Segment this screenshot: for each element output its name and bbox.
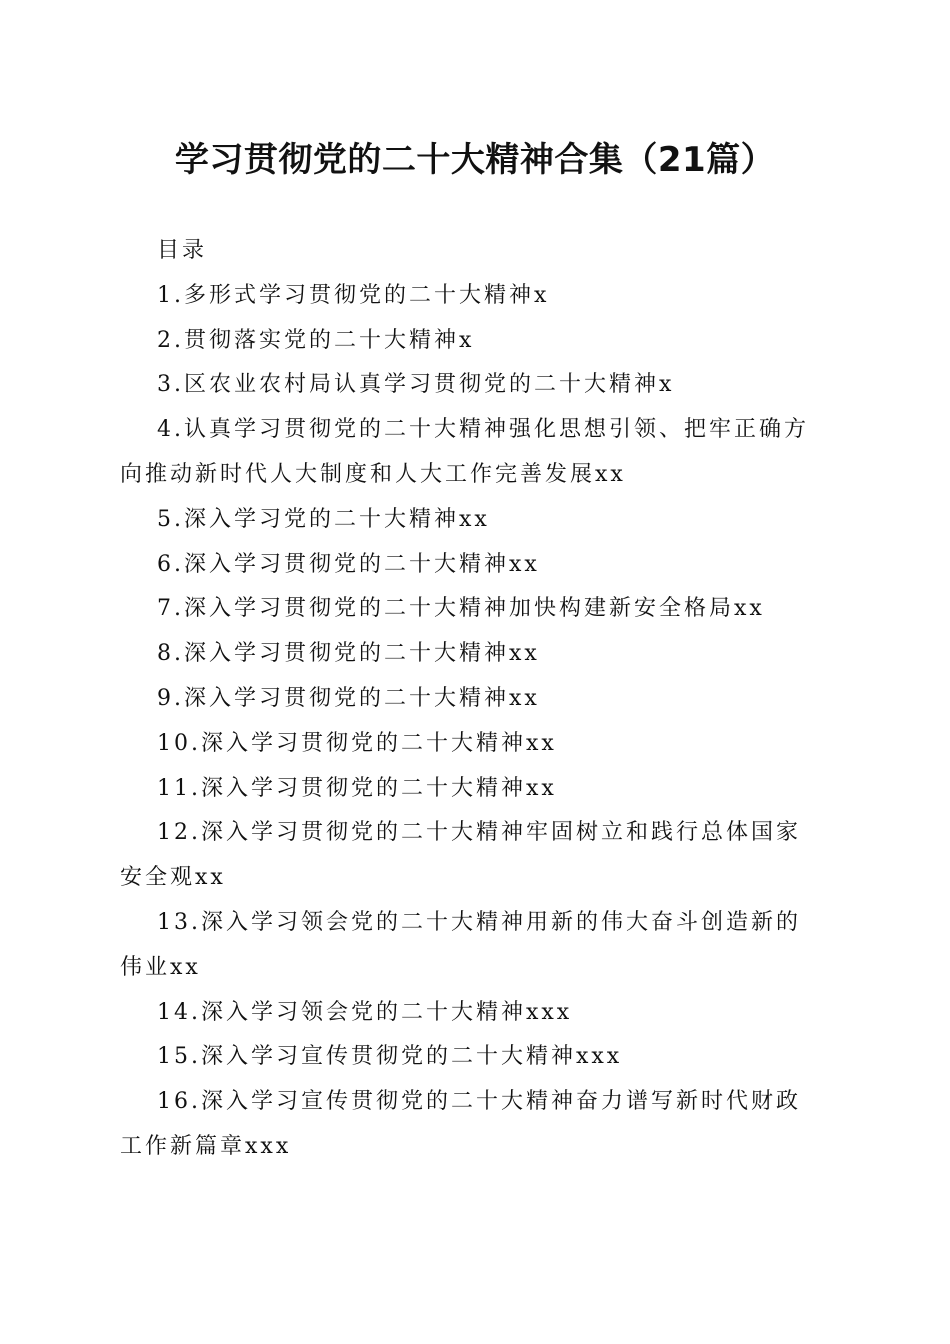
toc-item-14: 14.深入学习领会党的二十大精神xxx (157, 999, 573, 1025)
toc-item-2: 2.贯彻落实党的二十大精神x (157, 327, 475, 353)
toc-item-1: 1.多形式学习贯彻党的二十大精神x (157, 282, 550, 308)
toc-item-15: 15.深入学习宣传贯彻党的二十大精神xxx (157, 1044, 623, 1070)
toc-item-5: 5.深入学习党的二十大精神xx (157, 506, 490, 532)
toc-item-6: 6.深入学习贯彻党的二十大精神xx (157, 551, 540, 577)
toc-item-8: 8.深入学习贯彻党的二十大精神xx (157, 641, 540, 667)
toc-item-7: 7.深入学习贯彻党的二十大精神加快构建新安全格局xx (157, 596, 765, 622)
document-title: 学习贯彻党的二十大精神合集（21篇） (174, 140, 776, 180)
toc-item-9: 9.深入学习贯彻党的二十大精神xx (157, 685, 540, 711)
toc-item-13: 13.深入学习领会党的二十大精神用新的伟大奋斗创造新的伟业xx (120, 909, 801, 980)
toc-item-16: 16.深入学习宣传贯彻党的二十大精神奋力谱写新时代财政工作新篇章xxx (120, 1089, 801, 1159)
toc-heading: 目录 (157, 238, 208, 263)
toc-item-10: 10.深入学习贯彻党的二十大精神xx (157, 730, 557, 756)
table-of-contents (120, 229, 825, 1170)
toc-item-12: 12.深入学习贯彻党的二十大精神牢固树立和践行总体国家安全观xx (120, 820, 801, 891)
toc-item-11: 11.深入学习贯彻党的二十大精神xx (157, 775, 557, 801)
toc-item-4: 4.认真学习贯彻党的二十大精神强化思想引领、把牢正确方向推动新时代人大制度和人大工作完善发展xx (120, 417, 809, 487)
toc-item-3: 3.区农业农村局认真学习贯彻党的二十大精神x (157, 372, 675, 398)
